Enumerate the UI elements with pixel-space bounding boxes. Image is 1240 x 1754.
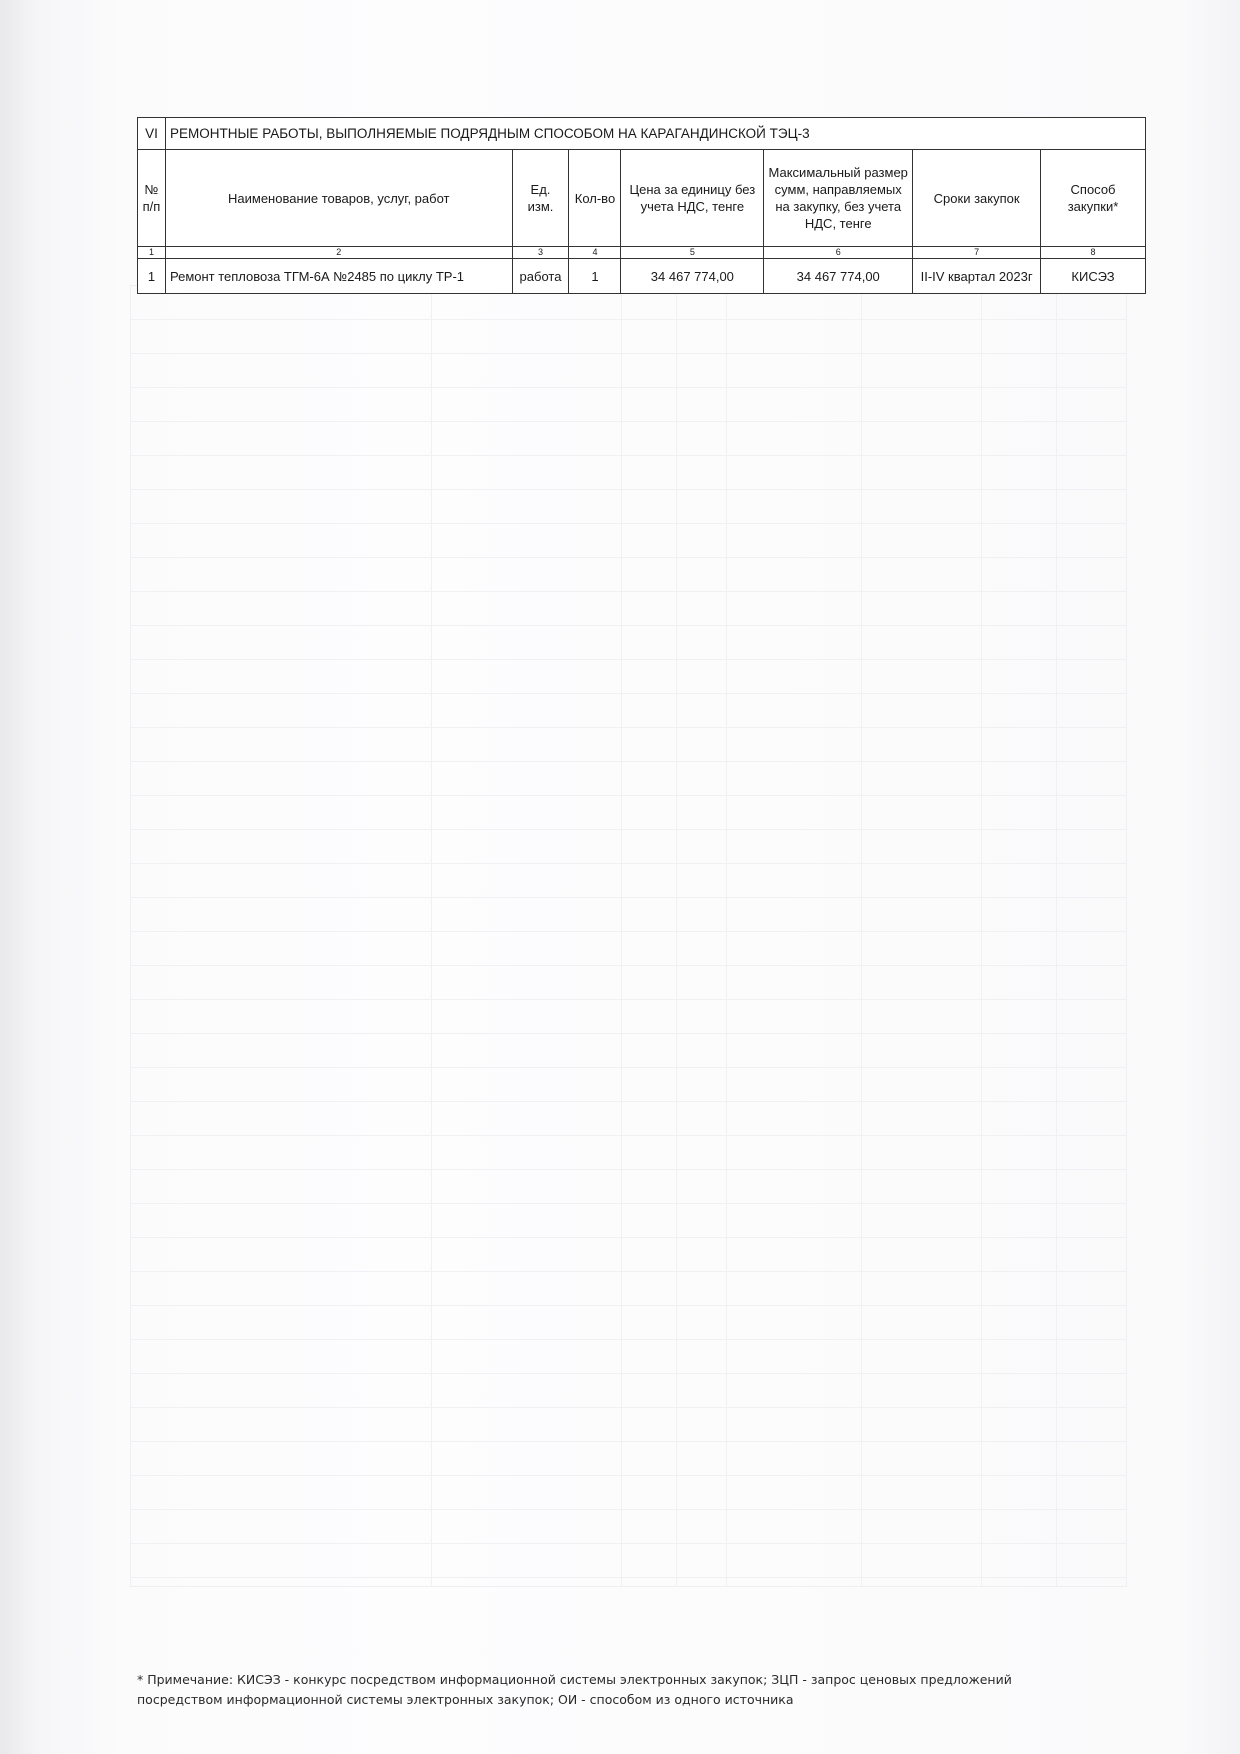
row-unit-price: 34 467 774,00 (621, 259, 764, 294)
column-number: 5 (621, 247, 764, 259)
row-name: Ремонт тепловоза ТГМ-6А №2485 по циклу ТР-1 (165, 259, 512, 294)
header-method: Способ закупки* (1041, 150, 1146, 247)
header-unit-price: Цена за единицу без учета НДС, тенге (621, 150, 764, 247)
header-period: Сроки закупок (913, 150, 1041, 247)
column-number: 7 (913, 247, 1041, 259)
row-max-sum: 34 467 774,00 (764, 259, 913, 294)
column-number: 2 (165, 247, 512, 259)
procurement-table (137, 117, 1146, 294)
row-number: 1 (138, 259, 166, 294)
header-unit: Ед. изм. (512, 150, 569, 247)
column-header-row (138, 150, 1146, 247)
row-unit: работа (512, 259, 569, 294)
section-title: РЕМОНТНЫЕ РАБОТЫ, ВЫПОЛНЯЕМЫЕ ПОДРЯДНЫМ СПОСОБОМ НА КАРАГАНДИНСКОЙ ТЭЦ-3 (165, 118, 1145, 150)
footnote: * Примечание: КИСЭЗ - конкурс посредством информационной системы электронных закупок; ЗЦП - запрос ценовых предложений посредством информационной системы электронных закупок; ОИ - способом из одного источника (137, 1672, 1012, 1707)
row-quantity: 1 (569, 259, 621, 294)
header-name: Наименование товаров, услуг, работ (165, 150, 512, 247)
bleed-through-table (130, 285, 1127, 1587)
header-quantity: Кол-во (569, 150, 621, 247)
header-number: № п/п (138, 150, 166, 247)
column-number: 6 (764, 247, 913, 259)
row-method: КИСЭЗ (1041, 259, 1146, 294)
column-number: 4 (569, 247, 621, 259)
column-number: 3 (512, 247, 569, 259)
header-max-sum: Максимальный размер сумм, направляемых на закупку, без учета НДС, тенге (764, 150, 913, 247)
column-number: 1 (138, 247, 166, 259)
section-number: VI (138, 118, 166, 150)
section-header-row (138, 118, 1146, 150)
column-numbers-row (138, 247, 1146, 259)
column-number: 8 (1041, 247, 1146, 259)
table-row (138, 259, 1146, 294)
row-period: II-IV квартал 2023г (913, 259, 1041, 294)
